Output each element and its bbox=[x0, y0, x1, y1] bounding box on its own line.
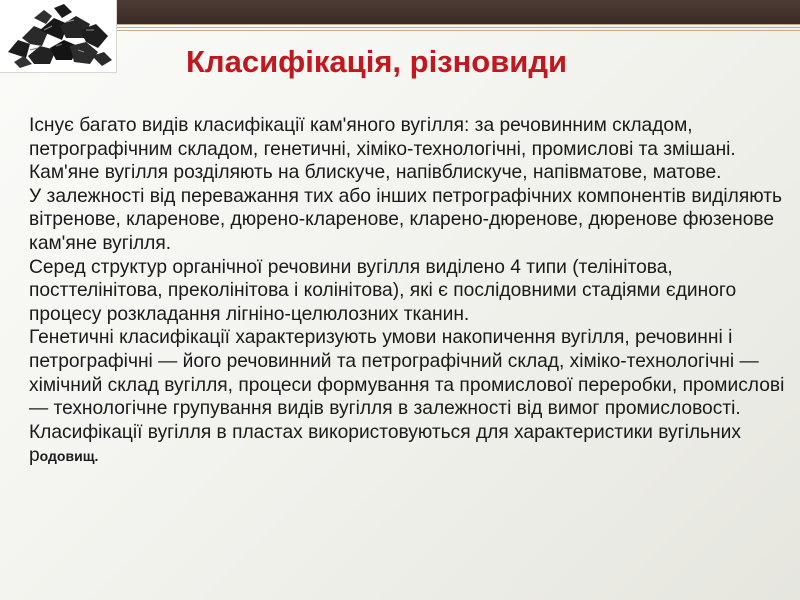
paragraph-genetic-classifications bbox=[29, 326, 789, 469]
paragraph-petrographic-components: У залежності від переважання тих або інших петрографічних компонентів виділяють вітренове, кларенове, дюрено-кларенове, кларено-дюренове, дюренове фюзенове кам'яне вугілля. bbox=[29, 185, 783, 254]
paragraph-organic-structures: Серед структур органічної речовини вугілля виділено 4 типи (телінітова, посттелінітова, преколінітова і колінітова), які є послідовними стадіями єдиного процесу розкладання лігніно-целюлозних тканин. bbox=[29, 256, 737, 325]
genetic-classifications-tail: одовищ. bbox=[39, 448, 99, 465]
paragraph-luster-types: Кам'яне вугілля розділяють на блискуче, напівблискуче, напівматове, матове. bbox=[29, 162, 722, 184]
genetic-classifications-text: Генетичні класифікації характеризують умови накопичення вугілля, речовинні і петрографічні — його речовинний та петрографічний склад, хіміко-технологічні — хімічний склад вугілля, процеси формування та промислової переробки, промислові — технологічне групування видів вугілля в залежності від вимог промисловості. Класифікації вугілля в пластах використовуються для характеристики вугільних р bbox=[29, 327, 785, 467]
slide-body bbox=[29, 114, 789, 469]
coal-image-frame bbox=[0, 0, 117, 73]
top-decorative-band bbox=[116, 0, 800, 24]
coal-lumps-icon bbox=[0, 0, 116, 72]
top-band-stripes bbox=[116, 24, 800, 32]
slide-title: Класифікація, різновиди bbox=[186, 44, 568, 79]
paragraph-classification-types: Існує багато видів класифікації кам'яного вугілля: за речовинним складом, петрографічним складом, генетичні, хіміко-технологічні, промислові та змішані. bbox=[29, 115, 736, 160]
